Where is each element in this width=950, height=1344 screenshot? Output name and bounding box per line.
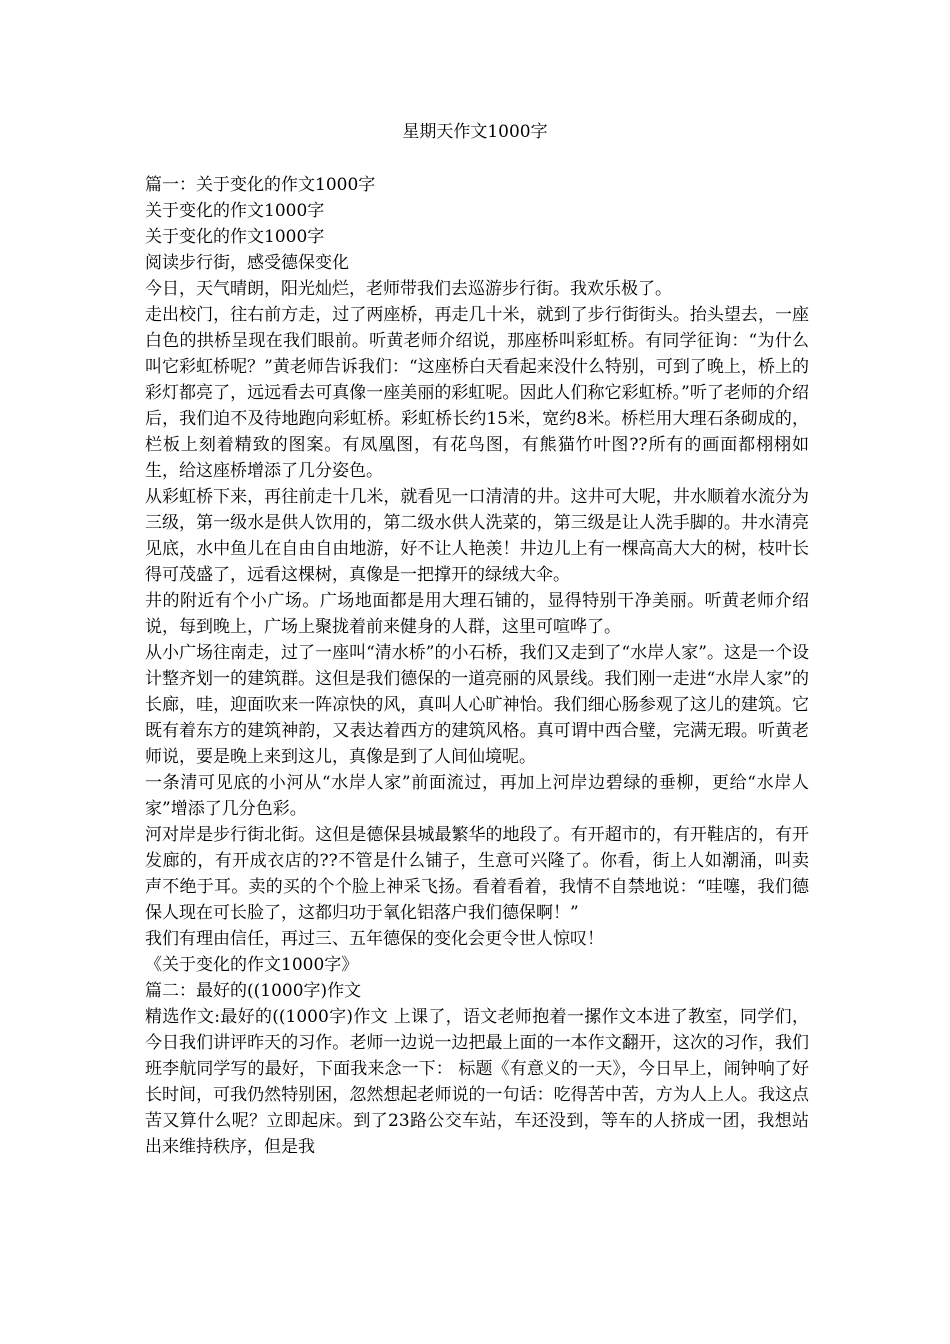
paragraph: 从彩虹桥下来，再往前走十几米，就看见一口清清的井。这井可大呢，井水顺着水流分为三级，第一级水是供人饮用的，第二级水供人洗菜的，第三级是让人洗手脚的。井水清亮见底，水中鱼儿在自由自由地游，好不让人艳羡！井边儿上有一棵高高大大的树，枝叶长得可茂盛了，远看这棵树，真像是一把撑开的绿绒大伞。 xyxy=(145,487,809,585)
paragraph: 关于变化的作文1000字 xyxy=(145,201,325,221)
paragraph: 阅读步行街，感受德保变化 xyxy=(145,253,349,273)
paragraph: 《关于变化的作文1000字》 xyxy=(145,955,359,975)
paragraph: 关于变化的作文1000字 xyxy=(145,227,325,247)
paragraph: 篇二：最好的((1000字)作文 xyxy=(145,981,362,1001)
paragraph: 精选作文:最好的((1000字)作文 上课了，语文老师抱着一摞作文本进了教室，同学们，今日我们讲评昨天的习作。老师一边说一边把最上面的一本作文翻开，这次的习作，我们班李航同学写的最好，下面我来念一下： 标题《有意义的一天》，今日早上，闹钟响了好长时间，可我仍然特别困，忽然想起老师说的一句话：吃得苦中苦，方为人上人。我这点苦又算什么呢？立即起床。到了23路公交车站，车还没到，等车的人挤成一团，我想站出来维持秩序，但是我 xyxy=(145,1007,809,1157)
paragraph: 今日，天气晴朗，阳光灿烂，老师带我们去巡游步行街。我欢乐极了。 xyxy=(145,279,672,299)
paragraph: 走出校门，往右前方走，过了两座桥，再走几十米，就到了步行街街头。抬头望去，一座白色的拱桥呈现在我们眼前。听黄老师介绍说，那座桥叫彩虹桥。有同学征询：“为什么叫它彩虹桥呢？”黄老师告诉我们：“这座桥白天看起来没什么特别，可到了晚上，桥上的彩灯都亮了，远远看去可真像一座美丽的彩虹呢。因此人们称它彩虹桥。”听了老师的介绍后，我们迫不及待地跑向彩虹桥。彩虹桥长约15米，宽约8米。桥栏用大理石条砌成的，栏板上刻着精致的图案。有凤凰图，有花鸟图，有熊猫竹叶图??所有的画面都栩栩如生，给这座桥增添了几分姿色。 xyxy=(145,305,809,481)
paragraph: 井的附近有个小广场。广场地面都是用大理石铺的，显得特别干净美丽。听黄老师介绍说，每到晚上，广场上聚拢着前来健身的人群，这里可喧哗了。 xyxy=(145,591,809,637)
document-title: 星期天作文1000字 xyxy=(402,122,548,142)
paragraph: 从小广场往南走，过了一座叫“清水桥”的小石桥，我们又走到了“水岸人家”。这是一个设计整齐划一的建筑群。这但是我们德保的一道亮丽的风景线。我们刚一走进“水岸人家”的长廊，哇，迎面吹来一阵凉快的风，真叫人心旷神怡。我们细心肠参观了这儿的建筑。它既有着东方的建筑神韵，又表达着西方的建筑风格。真可谓中西合璧，完满无瑕。听黄老师说，要是晚上来到这儿，真像是到了人间仙境呢。 xyxy=(145,643,809,767)
paragraph: 一条清可见底的小河从“水岸人家”前面流过，再加上河岸边碧绿的垂柳，更给“水岸人家”增添了几分色彩。 xyxy=(145,773,809,819)
paragraph: 我们有理由信任，再过三、五年德保的变化会更令世人惊叹！ xyxy=(145,929,604,949)
document-body xyxy=(145,172,809,1160)
paragraph: 篇一：关于变化的作文1000字 xyxy=(145,175,376,195)
paragraph: 河对岸是步行街北街。这但是德保县城最繁华的地段了。有开超市的，有开鞋店的，有开发廊的，有开成衣店的??不管是什么铺子，生意可兴隆了。你看，街上人如潮涌，叫卖声不绝于耳。卖的买的个个脸上神采飞扬。看着看着，我情不自禁地说：“哇噻，我们德保人现在可长脸了，这都归功于氧化铝落户我们德保啊！” xyxy=(145,825,809,923)
